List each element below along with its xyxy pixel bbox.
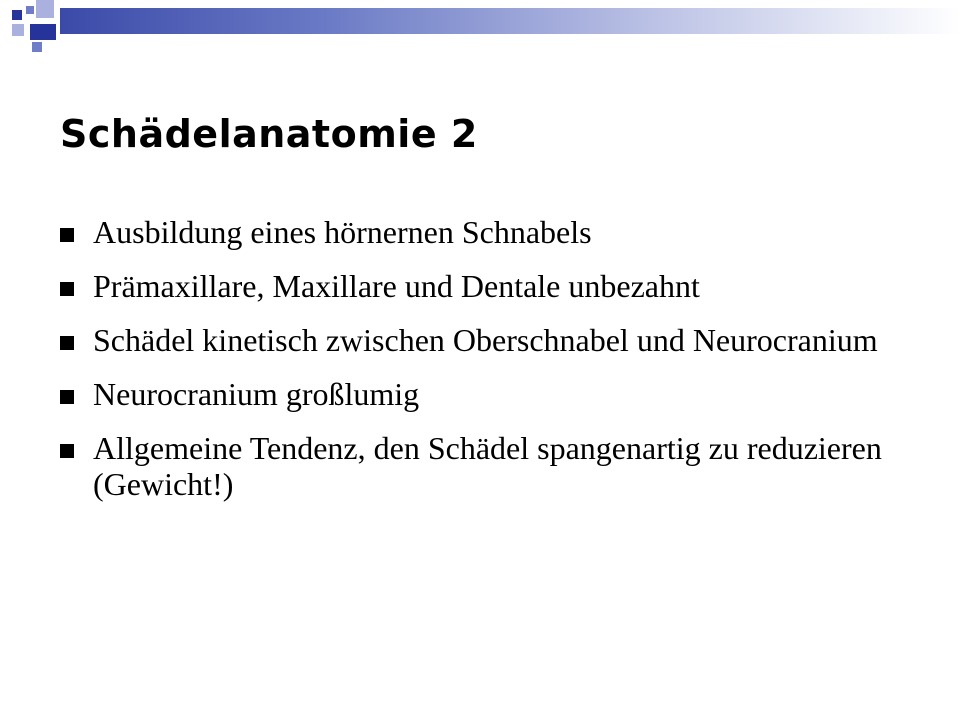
bullet-text: Prämaxillare, Maxillare und Dentale unbezahnt (93, 268, 700, 304)
decor-square-1 (12, 10, 22, 20)
decor-square-4 (12, 24, 24, 36)
bullet-text: Schädel kinetisch zwischen Oberschnabel und Neurocranium (93, 322, 878, 358)
bullet-item (60, 322, 920, 358)
square-bullet-icon (60, 444, 74, 458)
bullet-item (60, 268, 920, 304)
bullet-item (60, 430, 920, 502)
decor-square-2 (26, 6, 34, 14)
decor-square-6 (32, 42, 42, 52)
square-bullet-icon (60, 282, 74, 296)
header-decoration (0, 0, 960, 64)
bullet-item (60, 214, 920, 250)
square-bullet-icon (60, 228, 74, 242)
bullet-item (60, 376, 920, 412)
slide-title: Schädelanatomie 2 (60, 112, 478, 156)
bullet-text: Ausbildung eines hörnernen Schnabels (93, 214, 592, 250)
bullet-text: Neurocranium großlumig (93, 376, 420, 412)
header-gradient-bar (60, 8, 960, 34)
bullet-list (60, 214, 920, 520)
decor-square-5 (30, 24, 56, 40)
bullet-text: Allgemeine Tendenz, den Schädel spangenartig zu reduzieren (Gewicht!) (93, 430, 882, 502)
square-bullet-icon (60, 336, 74, 350)
decor-square-3 (36, 0, 54, 18)
square-bullet-icon (60, 390, 74, 404)
